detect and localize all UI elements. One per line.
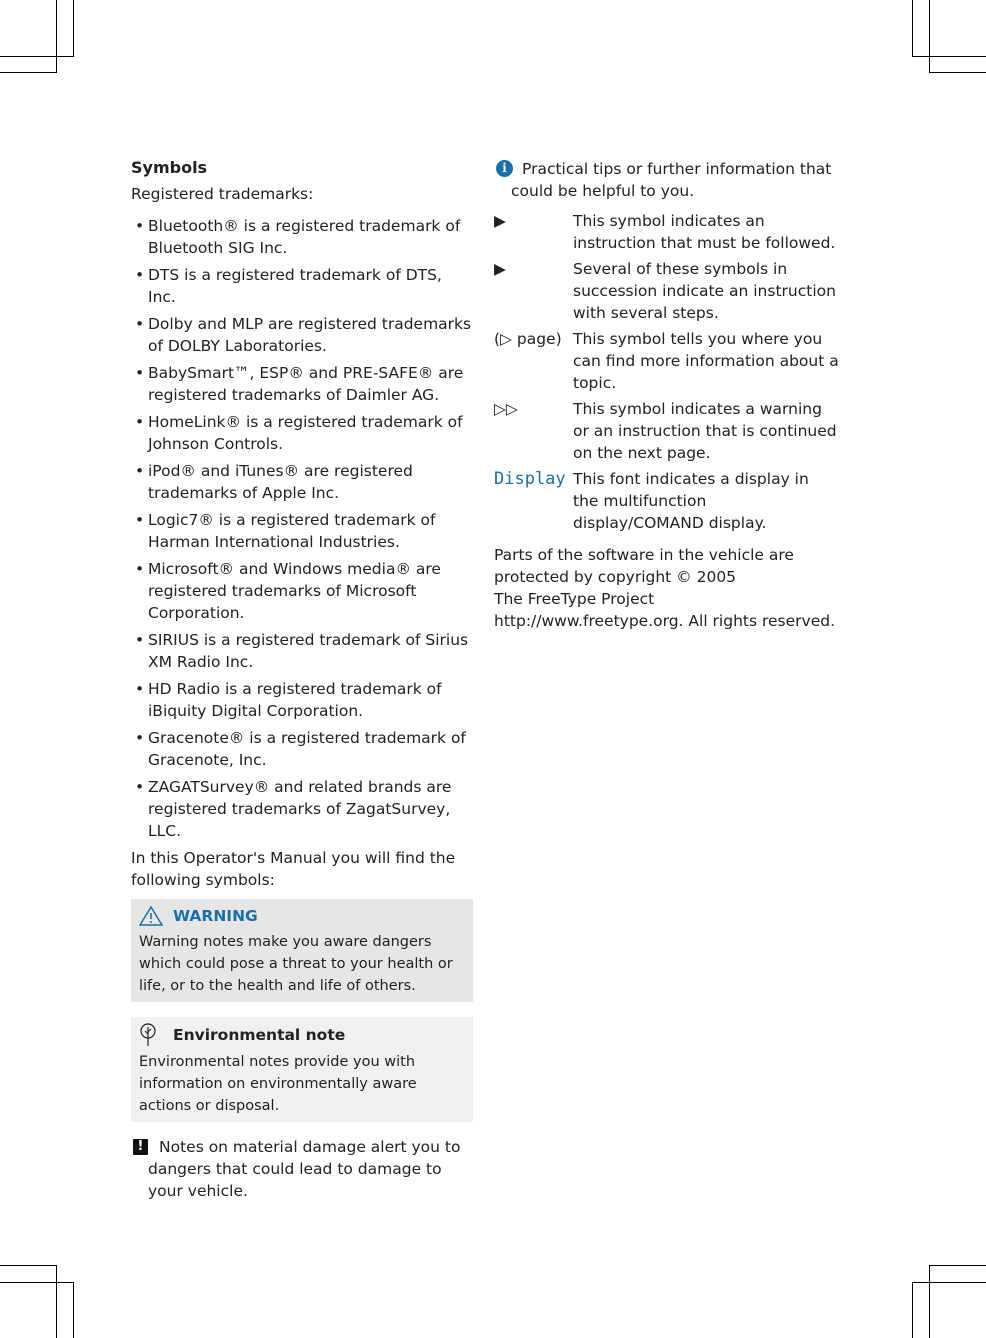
left-column: [131, 158, 473, 1202]
trademarks-intro: Registered trademarks:: [131, 185, 314, 203]
copyright-notice: [494, 544, 839, 632]
environment-box: [131, 1017, 473, 1122]
list-item: • Bluetooth® is a registered trademark of Bluetooth SIG Inc.: [135, 217, 461, 257]
crop-mark: [56, 1265, 57, 1338]
symbol-row: [494, 258, 839, 324]
crop-mark: [912, 0, 913, 56]
exclamation-icon: !: [133, 1139, 148, 1155]
environment-text: Environmental notes provide you with information on environmentally aware actions or disposal.: [139, 1054, 417, 1114]
list-item: • Gracenote® is a registered trademark of Gracenote, Inc.: [135, 729, 466, 769]
list-item: • SIRIUS is a registered trademark of Sirius XM Radio Inc.: [135, 631, 469, 671]
info-note: [494, 158, 839, 202]
warning-box: [131, 899, 473, 1002]
crop-mark: [73, 0, 74, 56]
symbol-text: This font indicates a display in the multifunction display/COMAND display.: [573, 470, 809, 532]
section-title: Symbols: [131, 158, 208, 177]
copyright-line: Parts of the software in the vehicle are protected by copyright © 2005: [494, 546, 794, 586]
crop-mark: [73, 1282, 74, 1338]
list-item: • DTS is a registered trademark of DTS, Inc.: [135, 266, 442, 306]
crop-mark: [929, 0, 930, 73]
info-text: Practical tips or further information that could be helpful to you.: [511, 160, 832, 200]
list-item: • iPod® and iTunes® are registered trademarks of Apple Inc.: [135, 462, 413, 502]
warning-triangle-icon: [139, 906, 163, 926]
environment-leaf-icon: [139, 1023, 161, 1047]
list-item: • HD Radio is a registered trademark of iBiquity Digital Corporation.: [135, 680, 442, 720]
crop-mark: [929, 1265, 930, 1338]
symbol-row: [494, 398, 839, 464]
damage-note-text: Notes on material damage alert you to dangers that could lead to damage to your vehicle.: [148, 1138, 461, 1200]
symbol-key: ▶: [494, 212, 506, 230]
copyright-line: The FreeType Project: [494, 590, 655, 608]
crop-mark: [0, 56, 74, 57]
crop-mark: [912, 56, 986, 57]
symbols-intro: In this Operator's Manual you will find the following symbols:: [131, 849, 456, 889]
crop-mark: [56, 0, 57, 73]
crop-mark: [929, 1265, 986, 1266]
environment-heading: Environmental note: [173, 1026, 346, 1044]
symbol-key: ▶: [494, 260, 506, 278]
trademark-list: [131, 215, 473, 842]
list-item: • Microsoft® and Windows media® are registered trademarks of Microsoft Corporation.: [135, 560, 441, 622]
damage-note: [131, 1136, 473, 1202]
symbol-row: [494, 468, 839, 534]
symbol-text: This symbol indicates a warning or an instruction that is continued on the next page.: [573, 400, 837, 462]
list-item: • Dolby and MLP are registered trademarks of DOLBY Laboratories.: [135, 315, 472, 355]
crop-mark: [0, 72, 57, 73]
symbol-key: ▷▷: [494, 400, 518, 418]
crop-mark: [0, 1282, 74, 1283]
crop-mark: [929, 72, 986, 73]
symbol-key: (▷ page): [494, 330, 562, 348]
warning-heading: WARNING: [173, 907, 258, 925]
symbol-text: This symbol indicates an instruction that must be followed.: [573, 212, 836, 252]
symbol-text: This symbol tells you where you can find more information about a topic.: [573, 330, 839, 392]
symbol-text: Several of these symbols in succession indicate an instruction with several steps.: [573, 260, 836, 322]
list-item: • ZAGATSurvey® and related brands are registered trademarks of ZagatSurvey, LLC.: [135, 778, 452, 840]
list-item: • BabySmart™, ESP® and PRE-SAFE® are registered trademarks of Daimler AG.: [135, 364, 464, 404]
right-column: [494, 158, 839, 632]
list-item: • Logic7® is a registered trademark of Harman International Industries.: [135, 511, 436, 551]
copyright-line: http://www.freetype.org. All rights reserved.: [494, 612, 835, 630]
info-icon: i: [496, 160, 513, 177]
symbol-row: [494, 210, 839, 254]
symbol-row: [494, 328, 839, 394]
crop-mark: [0, 1265, 57, 1266]
symbol-key: Display: [494, 469, 566, 489]
crop-mark: [912, 1282, 986, 1283]
warning-text: Warning notes make you aware dangers which could pose a threat to your health or life, or to the health and life of others.: [139, 934, 453, 994]
crop-mark: [912, 1282, 913, 1338]
list-item: • HomeLink® is a registered trademark of Johnson Controls.: [135, 413, 463, 453]
